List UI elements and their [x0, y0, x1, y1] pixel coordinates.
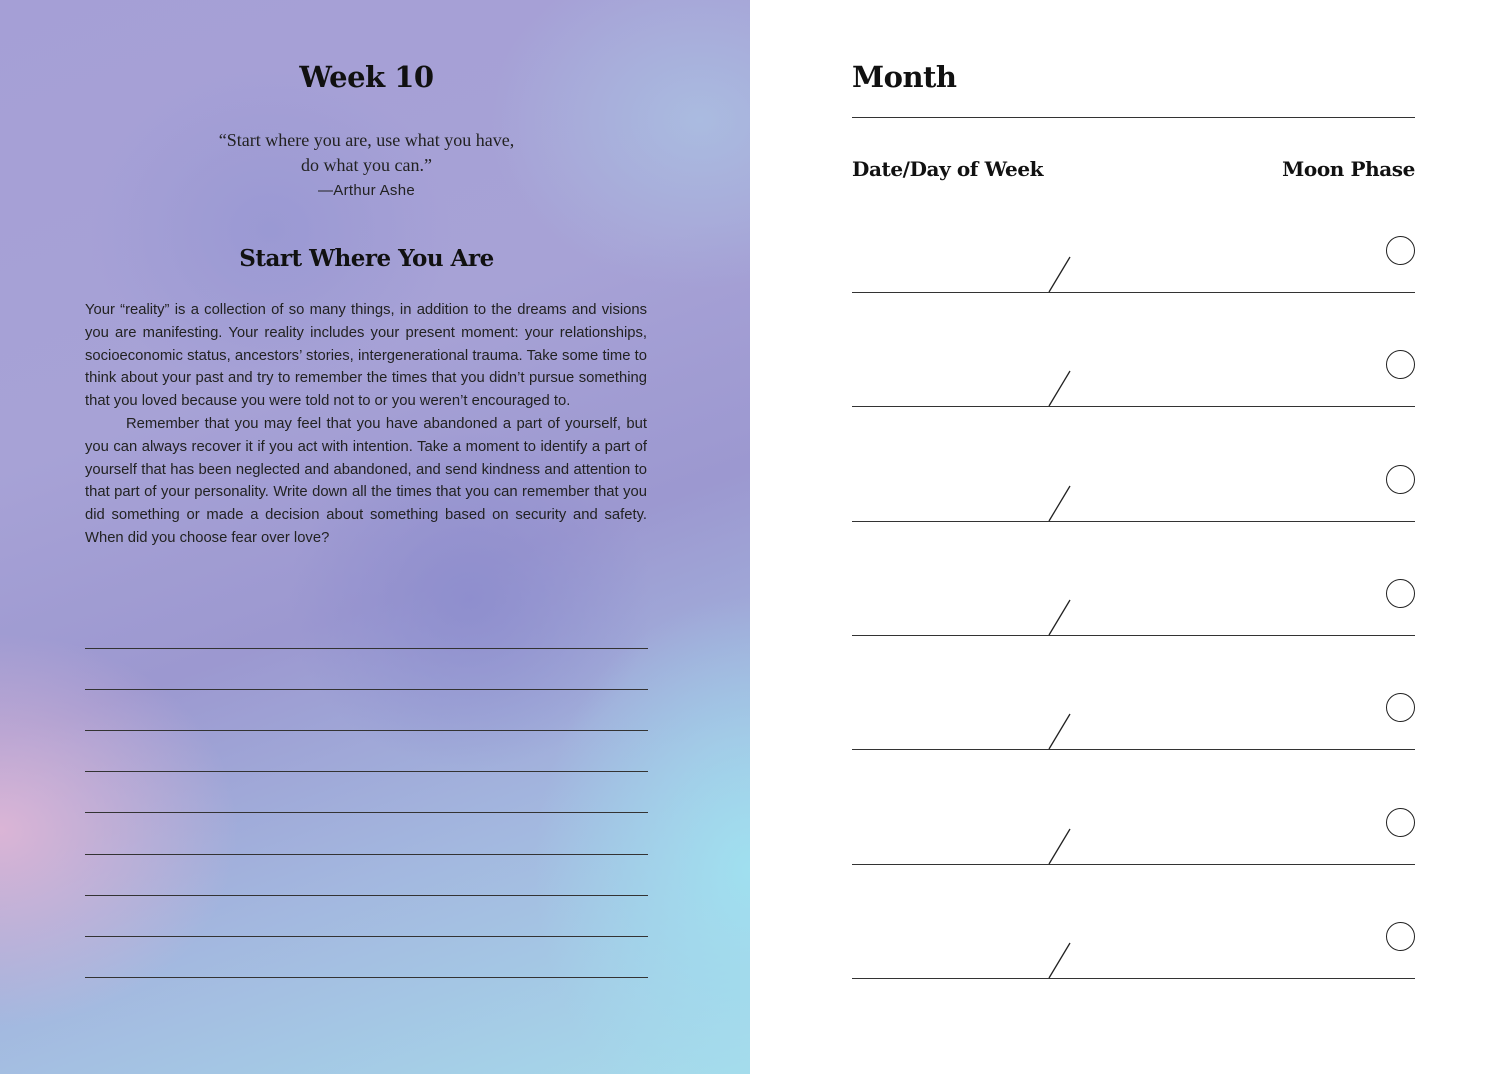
- date-column-header: Date/Day of Week: [852, 157, 1044, 181]
- month-rule[interactable]: [852, 117, 1415, 118]
- month-title: Month: [852, 60, 957, 94]
- prompt-paragraph-2: Remember that you may feel that you have abandoned a part of yourself, but you can always recover it if you act with intention. Take a moment to identify a part of yourself that has been neglected and abandoned, and send kindness and attention to that part of your personality. Write down all the times that you can remember that you did something or made a decision about something based on security and safety. When did you choose fear over love?: [85, 415, 647, 546]
- date-write-line[interactable]: [852, 749, 1415, 750]
- quote: [0, 128, 733, 178]
- writing-line[interactable]: [85, 936, 648, 937]
- prompt-paragraph-1: Your “reality” is a collection of so many things, in addition to the dreams and visions you are manifesting. Your reality includes your present moment: your relationships, socioeconomic status, ancestors’ stories, intergenerational trauma. Take some time to think about your past and try to remember the times that you didn’t pursue something that you loved because you were told not to or you weren’t encouraged to.: [85, 302, 647, 410]
- day-entry[interactable]: [852, 919, 1415, 979]
- quote-line-2: do what you can.”: [301, 155, 432, 175]
- right-page: [750, 0, 1500, 1074]
- week-title: Week 10: [299, 60, 434, 94]
- moon-phase-circle[interactable]: [1386, 236, 1415, 265]
- date-write-line[interactable]: [852, 406, 1415, 407]
- date-slash-divider: [1048, 713, 1072, 750]
- day-entry[interactable]: [852, 347, 1415, 407]
- date-slash-divider: [1048, 256, 1072, 293]
- moon-phase-circle[interactable]: [1386, 922, 1415, 951]
- date-write-line[interactable]: [852, 521, 1415, 522]
- writing-line[interactable]: [85, 648, 648, 649]
- quote-attribution: —Arthur Ashe: [318, 182, 415, 199]
- writing-line[interactable]: [85, 977, 648, 978]
- writing-line[interactable]: [85, 730, 648, 731]
- day-entry[interactable]: [852, 576, 1415, 636]
- date-write-line[interactable]: [852, 292, 1415, 293]
- moon-phase-circle[interactable]: [1386, 808, 1415, 837]
- moon-phase-circle[interactable]: [1386, 465, 1415, 494]
- writing-line[interactable]: [85, 689, 648, 690]
- writing-line[interactable]: [85, 895, 648, 896]
- date-slash-divider: [1048, 370, 1072, 407]
- writing-line[interactable]: [85, 812, 648, 813]
- moon-phase-circle[interactable]: [1386, 350, 1415, 379]
- quote-line-1: “Start where you are, use what you have,: [218, 130, 515, 150]
- writing-line[interactable]: [85, 771, 648, 772]
- section-title: Start Where You Are: [239, 245, 494, 272]
- moon-phase-circle[interactable]: [1386, 693, 1415, 722]
- day-entry[interactable]: [852, 462, 1415, 522]
- moon-phase-circle[interactable]: [1386, 579, 1415, 608]
- day-entry[interactable]: [852, 805, 1415, 865]
- date-write-line[interactable]: [852, 978, 1415, 979]
- writing-line[interactable]: [85, 854, 648, 855]
- day-entry[interactable]: [852, 690, 1415, 750]
- date-slash-divider: [1048, 599, 1072, 636]
- moon-phase-column-header: Moon Phase: [1282, 157, 1415, 181]
- prompt-text: [85, 299, 647, 550]
- date-write-line[interactable]: [852, 635, 1415, 636]
- date-slash-divider: [1048, 485, 1072, 522]
- date-write-line[interactable]: [852, 864, 1415, 865]
- date-slash-divider: [1048, 942, 1072, 979]
- day-entry[interactable]: [852, 233, 1415, 293]
- date-slash-divider: [1048, 828, 1072, 865]
